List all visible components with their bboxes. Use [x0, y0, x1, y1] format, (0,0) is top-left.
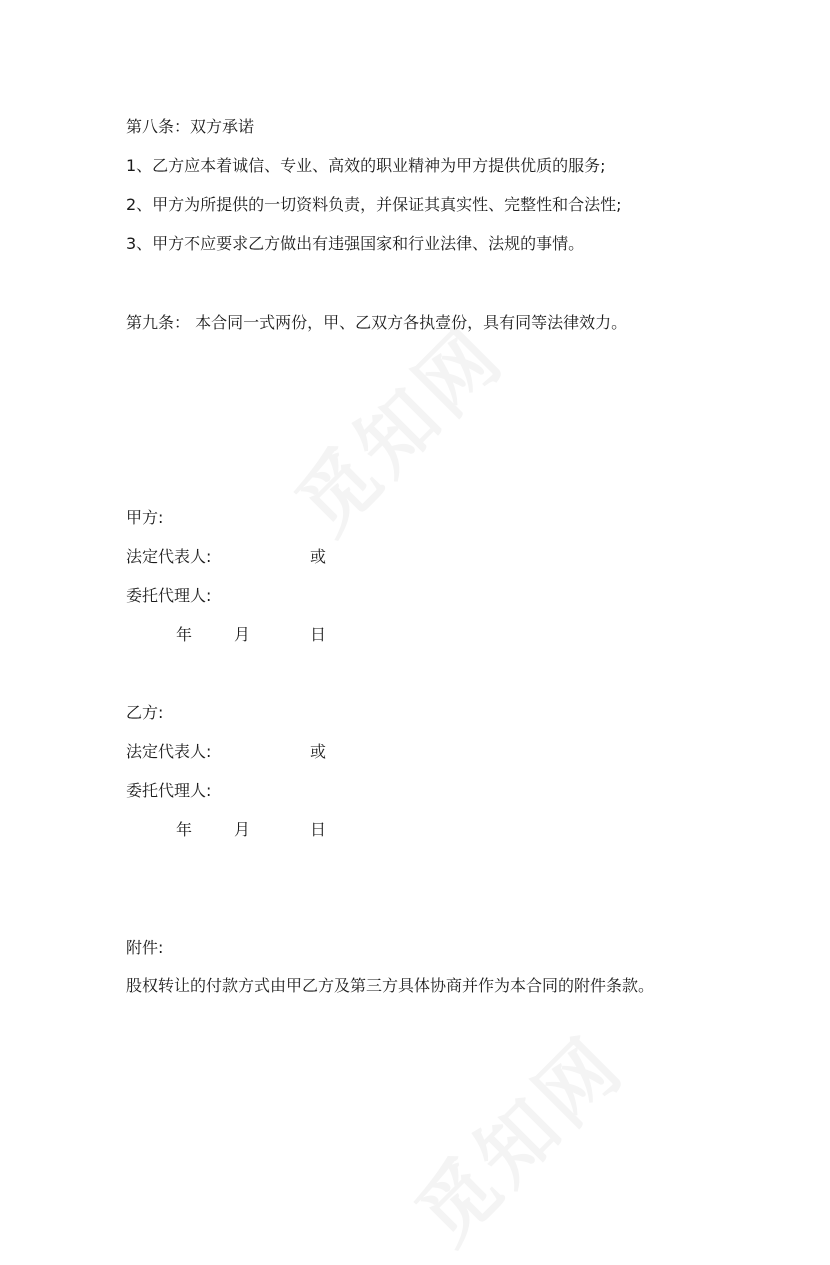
article8-item-1: 1、乙方应本着诚信、专业、高效的职业精神为甲方提供优质的服务; [126, 156, 606, 175]
watermark-bottom [387, 1007, 644, 1264]
party-a-rep-label: 法定代表人: [126, 547, 212, 566]
party-b-month: 月 [234, 820, 251, 839]
party-b-label: 乙方: [126, 703, 164, 722]
party-b-day: 日 [310, 820, 327, 839]
attachment-label: 附件: [126, 938, 164, 957]
party-a-agent-label: 委托代理人: [126, 586, 212, 605]
party-a-or-label: 或 [310, 547, 327, 566]
attachment-text: 股权转让的付款方式由甲乙方及第三方具体协商并作为本合同的附件条款。 [126, 976, 655, 995]
watermark [267, 297, 524, 554]
party-a-year: 年 [176, 625, 193, 644]
party-b-agent-label: 委托代理人: [126, 781, 212, 800]
article8-heading: 第八条：双方承诺 [126, 117, 255, 136]
party-a-day: 日 [310, 625, 327, 644]
party-b-or-label: 或 [310, 742, 327, 761]
party-b-rep-label: 法定代表人: [126, 742, 212, 761]
article8-item-3: 3、甲方不应要求乙方做出有违强国家和行业法律、法规的事情。 [126, 234, 585, 253]
party-b-year: 年 [176, 820, 193, 839]
article9-text: 第九条： 本合同一式两份，甲、乙双方各执壹份，具有同等法律效力。 [126, 313, 628, 332]
party-a-label: 甲方: [126, 508, 164, 527]
article8-item-2: 2、甲方为所提供的一切资料负责，并保证其真实性、完整性和合法性; [126, 195, 622, 214]
party-a-month: 月 [234, 625, 251, 644]
